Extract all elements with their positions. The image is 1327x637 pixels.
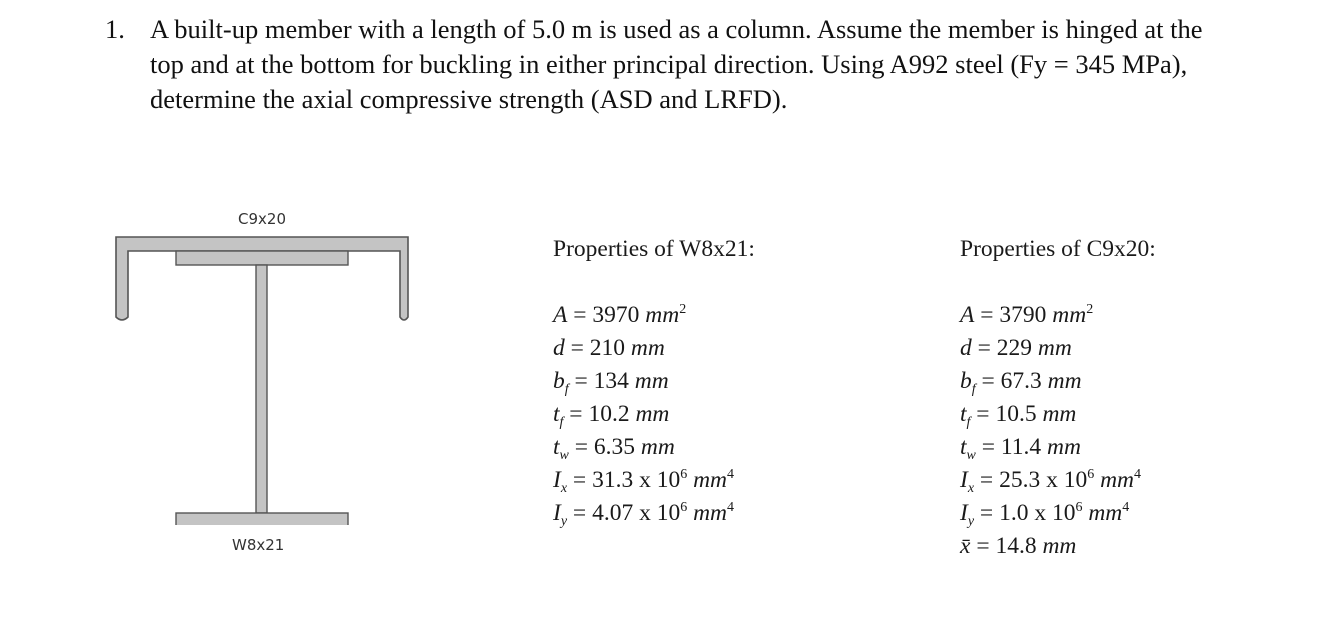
property-row: $I_y = 4.07$ x $10^6$ $mm^4$: [553, 500, 735, 529]
property-unit: mm: [1100, 467, 1135, 493]
problem-statement: [105, 12, 1215, 117]
c9x20-properties: [960, 236, 1156, 563]
w8x21-label: W8x21: [232, 536, 285, 554]
property-subscript: x: [967, 481, 975, 496]
property-unit: mm: [693, 467, 728, 493]
property-unit: mm: [693, 500, 728, 526]
property-subscript: y: [967, 514, 975, 529]
problem-number: 1.: [105, 14, 125, 44]
property-row: d = 210 mm: [553, 335, 665, 361]
property-unit: mm: [1047, 434, 1081, 460]
problem-text: A built-up member with a length of 5.0 m is used as a column. Assume the member is hinged at the top and at the bottom for buckling in either principal direction. Using A992 steel (Fy = 345 MPa), determine the axial compressive strength (ASD and LRFD).: [150, 14, 1203, 114]
property-unit: mm: [640, 434, 675, 460]
property-row: d = 229 mm: [960, 335, 1072, 361]
property-value: 4.07 x 10: [592, 500, 681, 526]
property-symbol: d: [553, 335, 565, 361]
property-subscript: w: [966, 448, 976, 463]
property-unit: mm: [1047, 368, 1082, 394]
property-symbol: t: [960, 401, 967, 427]
property-unit-exponent: 4: [1134, 467, 1142, 482]
property-unit: mm: [1037, 335, 1072, 361]
property-unit: mm: [630, 335, 665, 361]
c9x20-properties-title: Properties of C9x20:: [960, 236, 1156, 262]
c9x20-label: C9x20: [238, 210, 286, 228]
property-value: 14.8: [995, 533, 1037, 559]
property-subscript: f: [966, 415, 971, 430]
property-value: 10.5: [995, 401, 1037, 427]
property-symbol: t: [960, 434, 967, 460]
property-symbol: I: [553, 500, 561, 526]
property-unit: mm: [1042, 401, 1077, 427]
property-unit: mm: [1088, 500, 1123, 526]
property-symbol: A: [553, 302, 568, 328]
property-unit-exponent: 4: [727, 467, 735, 482]
property-unit-exponent: 4: [727, 500, 735, 515]
property-unit: mm: [635, 401, 670, 427]
property-value: 229: [996, 335, 1033, 361]
property-row: $t_w = 11.4$ mm: [960, 434, 1081, 463]
property-subscript: f: [564, 382, 569, 397]
w-shape-bottom-flange: [176, 513, 348, 525]
w8x21-properties: [553, 236, 755, 530]
w8x21-property-list: [553, 299, 755, 530]
property-value: 31.3 x 10: [592, 467, 681, 493]
property-value: 67.3: [1000, 368, 1042, 394]
property-subscript: x: [560, 481, 568, 496]
property-value-exponent: 6: [1087, 467, 1095, 482]
property-unit: mm: [1042, 533, 1077, 559]
property-row: $t_w = 6.35$ mm: [553, 434, 675, 463]
property-row: $I_y = 1.0$ x $10^6$ $mm^4$: [960, 500, 1130, 529]
property-unit-exponent: 2: [679, 302, 687, 317]
built-up-section-figure: [110, 205, 420, 525]
property-unit-exponent: 2: [1086, 302, 1094, 317]
property-row: $b_f = 67.3$ mm: [960, 368, 1082, 397]
property-value: 25.3 x 10: [999, 467, 1088, 493]
property-symbol: I: [960, 500, 968, 526]
property-symbol: x̄: [960, 533, 971, 559]
property-subscript: f: [559, 415, 564, 430]
property-value: 1.0 x 10: [999, 500, 1076, 526]
property-value: 3790: [999, 302, 1047, 328]
property-unit: mm: [1052, 302, 1087, 328]
property-row: x̄ = 14.8 mm: [960, 533, 1077, 559]
property-symbol: A: [960, 302, 975, 328]
property-unit: mm: [634, 368, 669, 394]
property-subscript: y: [560, 514, 568, 529]
property-subscript: w: [559, 448, 569, 463]
w-shape-top-flange: [176, 251, 348, 265]
property-subscript: f: [971, 382, 976, 397]
property-value-exponent: 6: [1075, 500, 1083, 515]
property-symbol: I: [960, 467, 968, 493]
property-unit: mm: [645, 302, 680, 328]
property-value-exponent: 6: [680, 500, 688, 515]
property-symbol: t: [553, 434, 560, 460]
w-shape-web: [256, 265, 267, 513]
property-symbol: I: [553, 467, 561, 493]
property-row: $I_x = 31.3$ x $10^6$ $mm^4$: [553, 467, 735, 496]
property-row: A = 3790 $mm^2$: [960, 302, 1094, 328]
property-value-exponent: 6: [680, 467, 688, 482]
w8x21-properties-title: Properties of W8x21:: [553, 236, 755, 262]
property-row: $t_f = 10.2$ mm: [553, 401, 670, 430]
property-symbol: t: [553, 401, 560, 427]
property-symbol: d: [960, 335, 972, 361]
property-value: 210: [589, 335, 626, 361]
property-row: $b_f = 134$ mm: [553, 368, 669, 397]
property-symbol: b: [553, 368, 565, 394]
property-value: 11.4: [1000, 434, 1042, 460]
c9x20-property-list: [960, 299, 1156, 563]
property-row: $t_f = 10.5$ mm: [960, 401, 1077, 430]
property-value: 3970: [592, 302, 640, 328]
property-value: 134: [593, 368, 629, 394]
property-row: A = 3970 $mm^2$: [553, 302, 687, 328]
property-row: $I_x = 25.3$ x $10^6$ $mm^4$: [960, 467, 1142, 496]
property-unit-exponent: 4: [1122, 500, 1130, 515]
property-value: 6.35: [593, 434, 636, 460]
property-value: 10.2: [588, 401, 630, 427]
property-symbol: b: [960, 368, 972, 394]
